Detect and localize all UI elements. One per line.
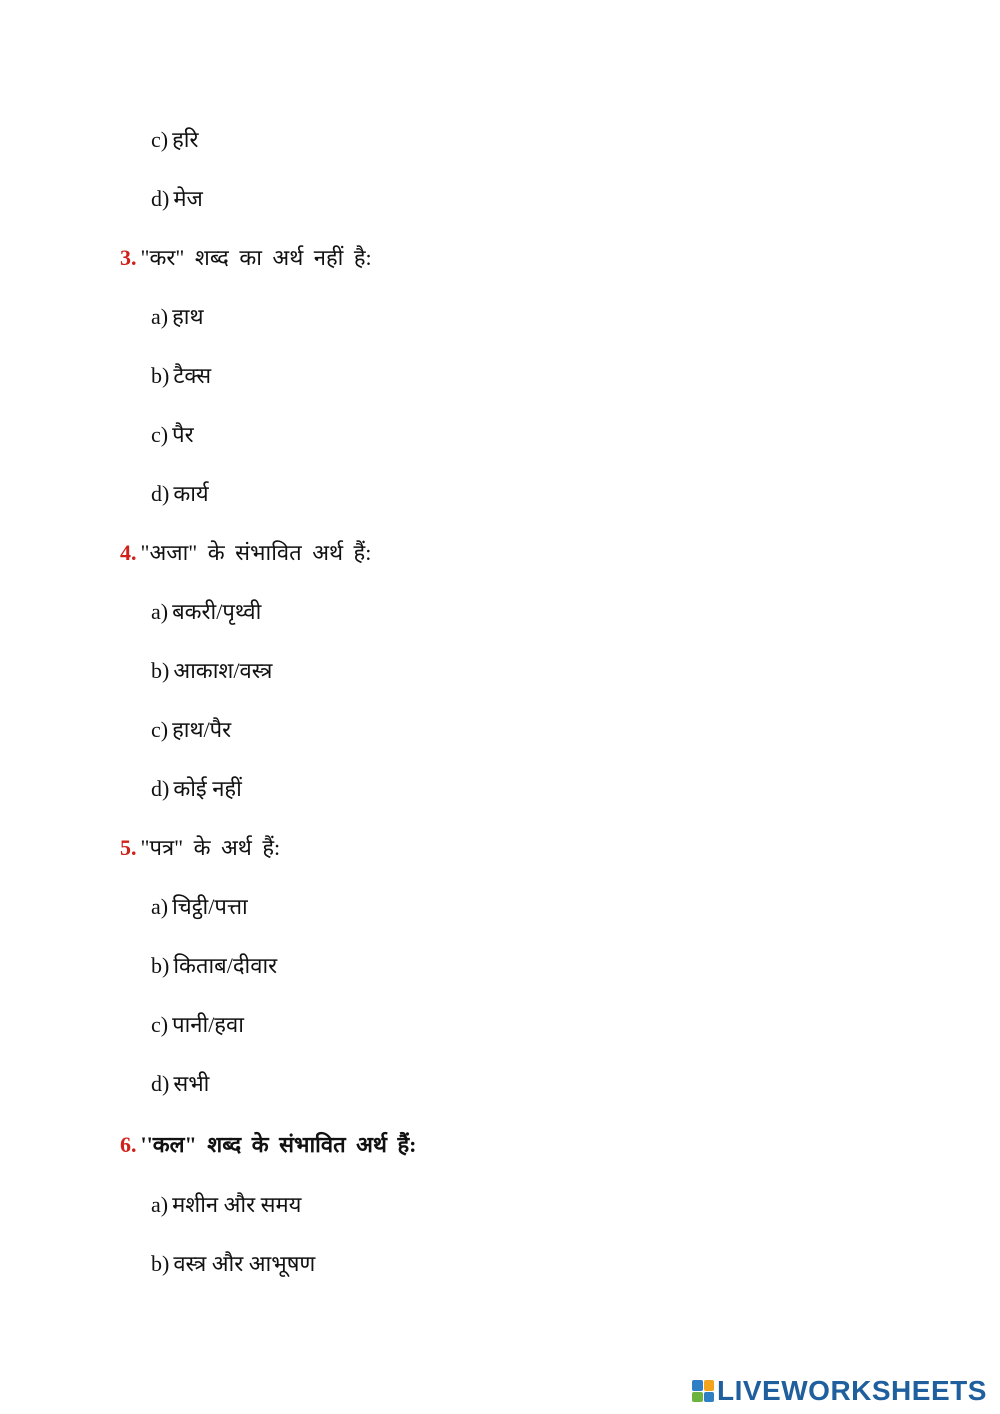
option-text: आकाश/वस्त्र (173, 658, 273, 683)
option-text: किताब/दीवार (173, 953, 278, 978)
answer-option (151, 951, 277, 981)
option-text: वस्त्र और आभूषण (173, 1251, 316, 1276)
answer-option (151, 361, 211, 391)
answer-option (151, 184, 203, 214)
answer-option (151, 1190, 301, 1220)
answer-option (151, 420, 194, 450)
option-letter: c) (151, 422, 169, 447)
question-text: "कर" शब्द का अर्थ नहीं है: (140, 245, 372, 270)
answer-option (151, 597, 261, 627)
option-letter: c) (151, 717, 169, 742)
option-letter: d) (151, 186, 170, 211)
answer-option (151, 302, 204, 332)
option-text: पानी/हवा (172, 1012, 244, 1037)
question-6 (120, 1130, 417, 1160)
answer-option (151, 892, 248, 922)
answer-option (151, 715, 231, 745)
option-letter: b) (151, 953, 170, 978)
option-text: टैक्स (173, 363, 212, 388)
answer-option (151, 125, 198, 155)
question-text: ''कल" शब्द के संभावित अर्थ हैं: (140, 1132, 417, 1157)
liveworksheets-logo-icon (692, 1380, 714, 1402)
option-text: बकरी/पृथ्वी (172, 599, 262, 624)
question-text: "पत्र" के अर्थ हैं: (140, 835, 281, 860)
question-number: 3. (120, 245, 137, 270)
question-number: 4. (120, 540, 137, 565)
question-number: 6. (120, 1132, 137, 1157)
option-text: मेज (173, 186, 203, 211)
option-letter: b) (151, 658, 170, 683)
question-3 (120, 243, 372, 273)
answer-option (151, 479, 209, 509)
answer-option (151, 1249, 315, 1279)
option-letter: b) (151, 1251, 170, 1276)
option-text: कोई नहीं (173, 776, 242, 801)
option-letter: a) (151, 304, 169, 329)
brand-name: LIVEWORKSHEETS (717, 1375, 987, 1406)
option-letter: a) (151, 894, 169, 919)
answer-option (151, 656, 272, 686)
answer-option (151, 1069, 209, 1099)
option-letter: d) (151, 776, 170, 801)
option-letter: c) (151, 127, 169, 152)
question-number: 5. (120, 835, 137, 860)
answer-option (151, 774, 242, 804)
option-text: सभी (173, 1071, 210, 1096)
option-letter: d) (151, 481, 170, 506)
option-text: हाथ/पैर (172, 717, 232, 742)
option-letter: b) (151, 363, 170, 388)
option-text: हाथ (172, 304, 204, 329)
option-letter: d) (151, 1071, 170, 1096)
option-letter: c) (151, 1012, 169, 1037)
option-text: मशीन और समय (172, 1192, 302, 1217)
question-5 (120, 833, 280, 863)
option-letter: a) (151, 599, 169, 624)
answer-option (151, 1010, 244, 1040)
option-text: चिट्ठी/पत्ता (172, 894, 248, 919)
question-4 (120, 538, 371, 568)
question-text: "अजा" के संभावित अर्थ हैं: (140, 540, 372, 565)
option-text: पैर (172, 422, 194, 447)
liveworksheets-brand (692, 1374, 987, 1408)
option-text: हरि (172, 127, 199, 152)
option-letter: a) (151, 1192, 169, 1217)
option-text: कार्य (173, 481, 209, 506)
